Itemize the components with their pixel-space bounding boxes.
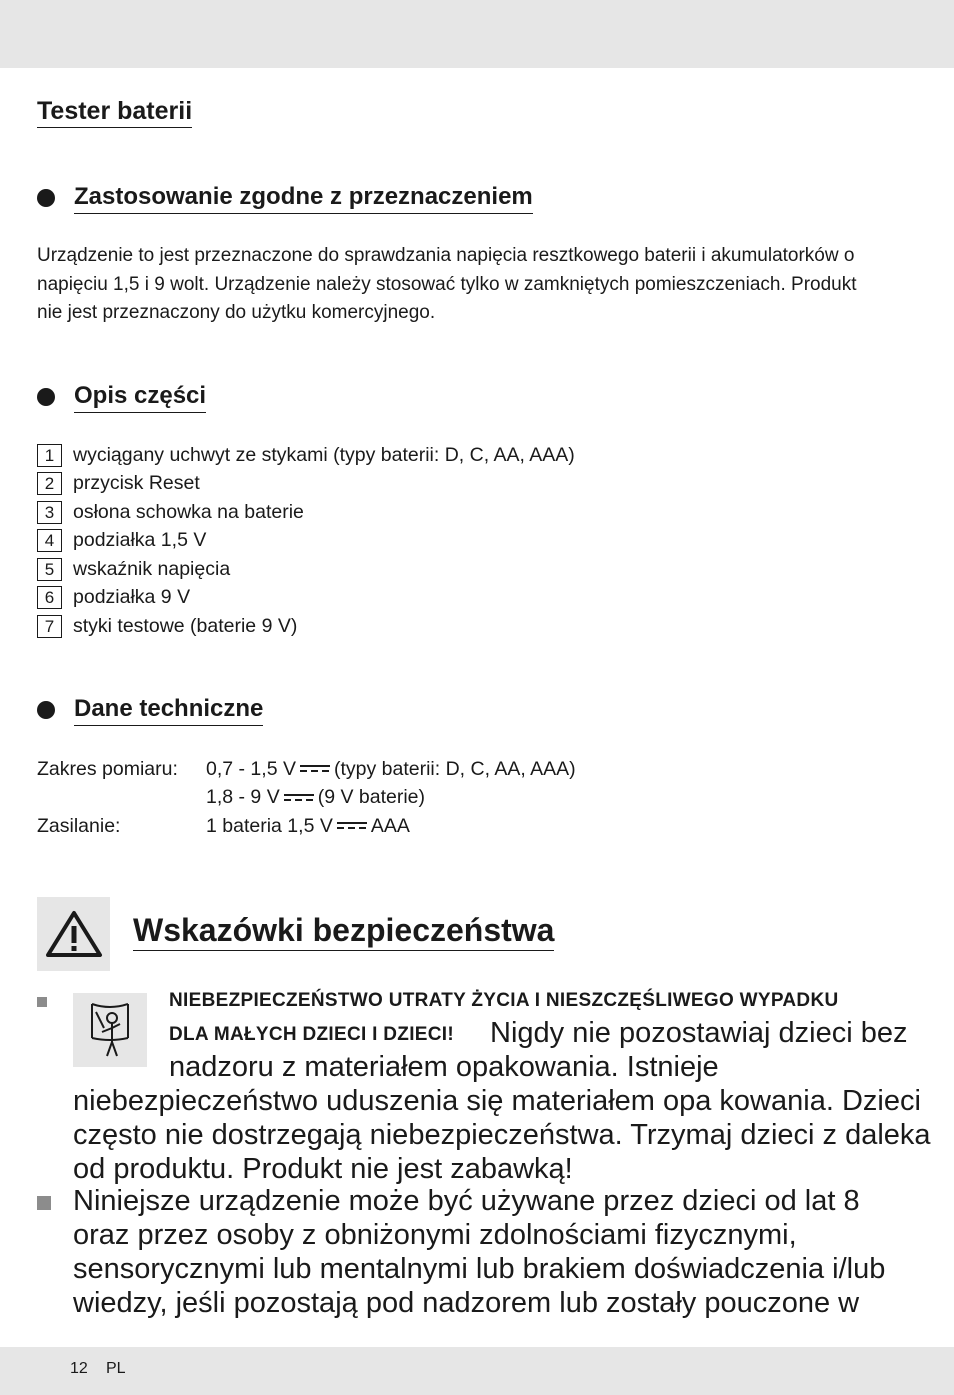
warning-text-line: od produktu. Produkt nie jest zabawką! — [73, 1153, 573, 1185]
list-item — [37, 584, 575, 613]
child-icon-box — [73, 993, 147, 1067]
section-bullet — [37, 388, 55, 406]
tech-value — [206, 815, 410, 838]
part-number: 7 — [37, 615, 62, 638]
top-band — [0, 0, 954, 68]
bottom-band — [0, 1347, 954, 1395]
section-tech-title: Dane techniczne — [74, 694, 263, 726]
tech-value-text: 1,8 - 9 V — [206, 786, 280, 809]
list-item — [37, 612, 575, 641]
part-number: 2 — [37, 472, 62, 495]
page-title: Tester baterii — [37, 96, 192, 128]
tech-label: Zasilanie: — [37, 814, 121, 837]
square-bullet — [37, 1196, 51, 1210]
usage-line: nie jest przeznaczony do użytku komercyjnego. — [37, 302, 436, 324]
section-bullet — [37, 701, 55, 719]
usage-paragraph — [37, 242, 917, 328]
part-label: osłona schowka na baterie — [73, 500, 304, 523]
part-label: podziałka 1,5 V — [73, 529, 207, 552]
list-item — [37, 498, 575, 527]
square-bullet — [37, 997, 47, 1007]
tech-label: Zakres pomiaru: — [37, 757, 178, 780]
list-item — [37, 555, 575, 584]
dc-current-icon — [284, 793, 314, 803]
section-parts-title: Opis części — [74, 381, 206, 413]
parts-list — [37, 441, 575, 641]
warning-text-inline: Nigdy nie pozostawiaj dzieci bez — [490, 1017, 908, 1049]
part-number: 4 — [37, 529, 62, 552]
usage-restriction-line: wiedzy, jeśli pozostają pod nadzorem lub zostały pouczone w — [73, 1287, 860, 1319]
part-label: styki testowe (baterie 9 V) — [73, 614, 298, 637]
warning-text-line: często nie dostrzegają niebezpieczeństwa. Trzymaj dzieci z daleka — [73, 1119, 931, 1151]
part-label: przycisk Reset — [73, 472, 200, 495]
section-bullet — [37, 189, 55, 207]
child-with-bag-icon — [82, 998, 138, 1062]
usage-line: Urządzenie to jest przeznaczone do sprawdzania napięcia resztkowego baterii i akumulatorków o — [37, 245, 855, 266]
usage-restriction-line: Niniejsze urządzenie może być używane przez dzieci od lat 8 — [73, 1185, 860, 1217]
part-label: podziałka 9 V — [73, 586, 191, 609]
part-label: wyciągany uchwyt ze stykami (typy baterii: D, C, AA, AAA) — [73, 443, 575, 466]
warning-heading-line2: DLA MAŁYCH DZIECI I DZIECI! — [169, 1024, 454, 1045]
tech-value-text: (9 V baterie) — [317, 786, 426, 809]
dc-current-icon — [300, 764, 330, 774]
part-label: wskaźnik napięcia — [73, 557, 231, 580]
table-row — [37, 755, 576, 784]
dc-current-icon — [337, 821, 367, 831]
section-tech-header — [37, 694, 263, 726]
tech-value-text: 0,7 - 1,5 V — [206, 757, 296, 780]
part-number: 1 — [37, 444, 62, 467]
usage-restriction-line: oraz przez osoby z obniżonymi zdolnościami fizycznymi, — [73, 1219, 797, 1251]
part-number: 6 — [37, 586, 62, 609]
page-number: 12 — [70, 1360, 88, 1377]
tech-data-table — [37, 755, 576, 841]
usage-restriction-line: sensorycznymi lub mentalnymi lub brakiem doświadczenia i/lub — [73, 1253, 886, 1285]
warning-icon-box — [37, 897, 110, 971]
table-row — [37, 784, 576, 813]
warning-text-line: niebezpieczeństwo uduszenia się materiałem opa kowania. Dzieci — [73, 1085, 921, 1117]
section-usage-title: Zastosowanie zgodne z przeznaczeniem — [74, 182, 533, 214]
part-number: 5 — [37, 558, 62, 581]
warning-text-line: nadzoru z materiałem opakowania. Istnieje — [169, 1051, 719, 1083]
part-number: 3 — [37, 501, 62, 524]
tech-value-text: AAA — [370, 814, 410, 837]
tech-value-text: 1 bateria 1,5 V — [206, 814, 333, 837]
tech-value — [206, 786, 425, 809]
tech-value-text: (typy baterii: D, C, AA, AAA) — [333, 757, 576, 780]
list-item — [37, 527, 575, 556]
safety-title: Wskazówki bezpieczeństwa — [133, 910, 554, 951]
section-usage-header — [37, 182, 533, 214]
list-item — [37, 470, 575, 499]
tech-value — [206, 758, 576, 781]
warning-heading-line1: NIEBEZPIECZEŃSTWO UTRATY ŻYCIA I NIESZCZĘŚLIWEGO WYPADKU — [169, 990, 839, 1011]
list-item — [37, 441, 575, 470]
section-parts-header — [37, 381, 206, 413]
warning-triangle-icon — [45, 909, 103, 959]
usage-line: napięciu 1,5 i 9 wolt. Urządzenie należy stosować tylko w zamkniętych pomieszczeniach. Produkt — [37, 273, 857, 295]
table-row — [37, 812, 576, 841]
language-code: PL — [106, 1360, 126, 1377]
